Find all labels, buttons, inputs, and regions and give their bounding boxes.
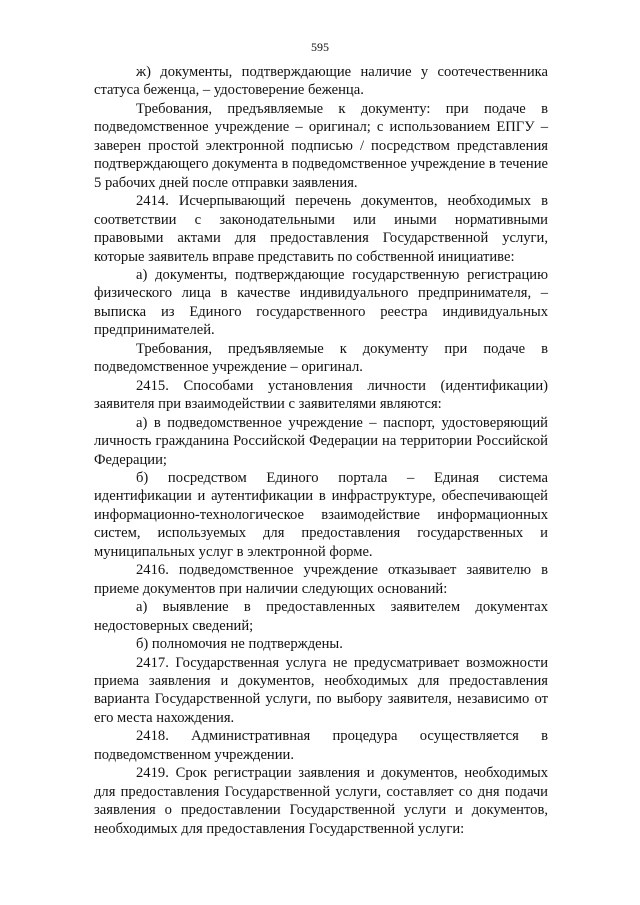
paragraph: 2417. Государственная услуга не предусматривает возможности приема заявления и документов, необходимых для предоставления варианта Государственной услуги, по выбору заявителя, независимо от его места нахождения. [94,654,548,726]
paragraph: 2415. Способами установления личности (идентификации) заявителя при взаимодействии с заявителями являются: [94,377,548,413]
paragraph: б) посредством Единого портала – Единая система идентификации и аутентификации в инфраструктуре, обеспечивающей информационно-технологическое взаимодействие информационных систем, используемых для предоставления государственных и муниципальных услуг в электронной форме. [94,469,548,560]
paragraph: а) в подведомственное учреждение – паспорт, удостоверяющий личность гражданина Российской Федерации на территории Российской Федерации; [94,414,548,468]
paragraph: 2416. подведомственное учреждение отказывает заявителю в приеме документов при наличии следующих оснований: [94,562,548,597]
paragraph: 2418. Административная процедура осуществляется в подведомственном учреждении. [94,728,548,763]
paragraph: а) выявление в предоставленных заявителем документах недостоверных сведений; [94,599,548,634]
paragraph: Требования, предъявляемые к документу при подаче в подведомственное учреждение – оригинал. [94,340,548,376]
page-number: 595 [311,40,329,54]
paragraph: Требования, предъявляемые к документу: при подаче в подведомственное учреждение – оригинал; с использованием ЕПГУ – заверен простой электронной подписью / посредством представления подтверждающего документа в подведомственное учреждение в течение 5 рабочих дней после отправки заявления. [94,100,548,191]
paragraph: ж) документы, подтверждающие наличие у соотечественника статуса беженца, – удостоверение беженца. [94,64,548,99]
document-body [94,63,548,838]
paragraph: 2414. Исчерпывающий перечень документов, необходимых в соответствии с законодательными или иными нормативными правовыми актами для предоставления Государственной услуги, которые заявитель вправе представить по собственной инициативе: [94,193,548,265]
paragraph: а) документы, подтверждающие государственную регистрацию физического лица в качестве индивидуального предпринимателя, – выписка из Единого государственного реестра индивидуальных предпринимателей. [94,266,548,339]
paragraph: 2419. Срок регистрации заявления и документов, необходимых для предоставления Государственной услуги, составляет со дня подачи заявления о предоставлении Государственной услуги и документов, необходимых для предоставления Государственной услуги: [94,765,548,837]
paragraph: б) полномочия не подтверждены. [136,636,343,653]
